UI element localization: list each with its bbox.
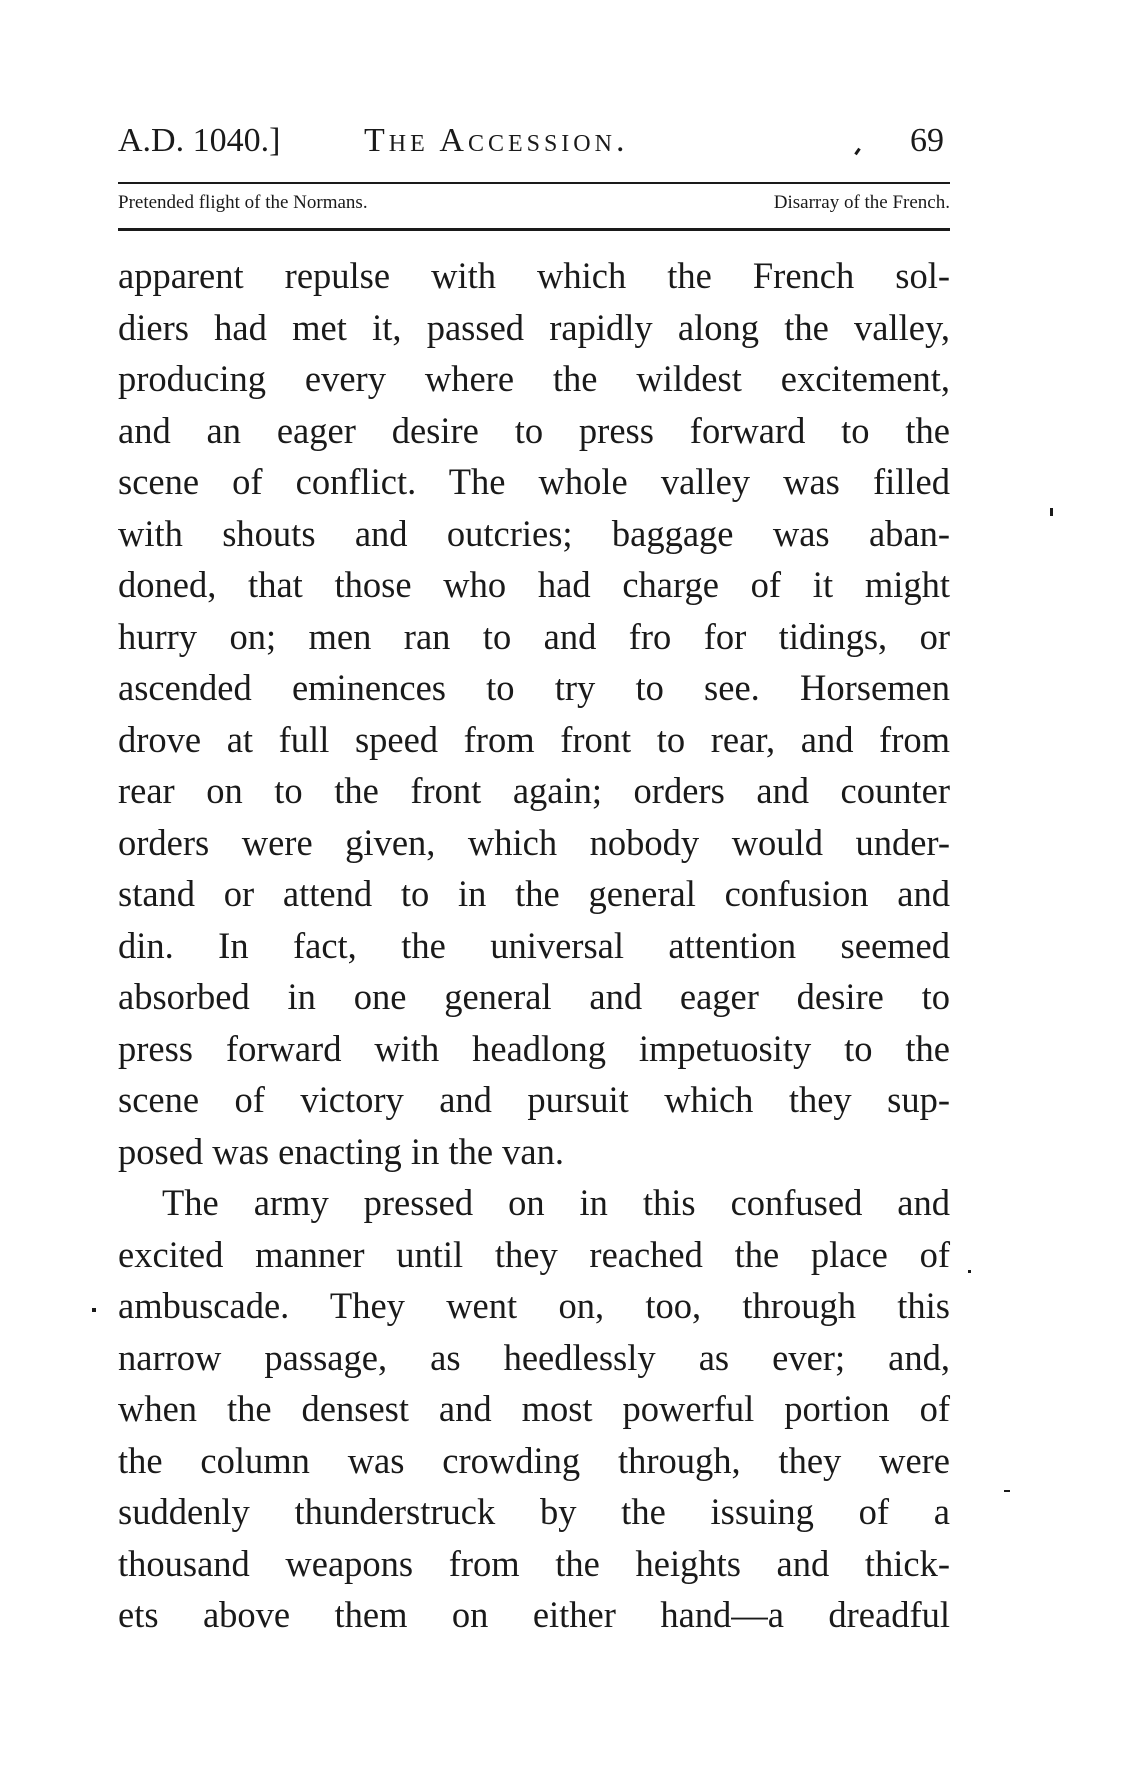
text-line: when the densest and most powerful portion of — [118, 1388, 950, 1429]
text-line: The army pressed on in this confused and — [162, 1182, 950, 1223]
header-rule — [118, 182, 950, 184]
running-header — [118, 118, 950, 182]
text-line: and an eager desire to press forward to the — [118, 409, 950, 451]
text-line: doned, that those who had charge of it might — [118, 564, 950, 605]
text-line: producing every where the wildest excitement, — [118, 358, 950, 399]
text-line: absorbed in one general and eager desire to — [118, 976, 950, 1017]
book-page — [118, 118, 950, 1635]
text-line: rear on to the front again; orders and counter — [118, 770, 950, 811]
scan-speck — [1004, 1490, 1010, 1492]
text-line: drove at full speed from front to rear, and from — [118, 718, 950, 760]
text-line: scene of conflict. The whole valley was filled — [118, 461, 950, 502]
text-line: ascended eminences to try to see. Horsemen — [118, 667, 950, 708]
text-line: the column was crowding through, they were — [118, 1439, 950, 1481]
subheader-right: Disarray of the French. — [773, 192, 950, 213]
subheader-rule — [118, 228, 950, 231]
scan-speck — [968, 1270, 971, 1273]
header-chapter-title: The Accession. — [364, 122, 629, 159]
text-line: ets above them on either hand—a dreadful — [118, 1594, 950, 1635]
text-line: din. In fact, the universal attention seemed — [118, 924, 950, 966]
text-line: suddenly thunderstruck by the issuing of a — [118, 1491, 950, 1532]
text-line: scene of victory and pursuit which they sup- — [118, 1079, 950, 1120]
text-line: hurry on; men ran to and fro for tidings, or — [118, 615, 950, 657]
running-subheader — [118, 192, 950, 222]
scan-speck — [92, 1308, 96, 1312]
text-line: stand or attend to in the general confusion and — [118, 873, 950, 914]
header-date: A.D. 1040.] — [118, 122, 281, 159]
text-line: narrow passage, as heedlessly as ever; and, — [118, 1336, 950, 1378]
text-line: apparent repulse with which the French sol- — [118, 255, 950, 296]
scan-speck — [1050, 508, 1053, 516]
text-line: thousand weapons from the heights and thick- — [118, 1542, 950, 1584]
subheader-left: Pretended flight of the Normans. — [118, 192, 368, 213]
text-line: with shouts and outcries; baggage was aban- — [118, 512, 950, 554]
text-line: orders were given, which nobody would under- — [118, 821, 950, 863]
page-number: 69 — [910, 122, 944, 159]
text-line: ambuscade. They went on, too, through this — [118, 1285, 950, 1326]
text-line: posed was enacting in the van. — [118, 1130, 564, 1172]
text-line: excited manner until they reached the place of — [118, 1233, 950, 1275]
body-text — [118, 250, 950, 1641]
text-line: press forward with headlong impetuosity to the — [118, 1027, 950, 1069]
text-line: diers had met it, passed rapidly along the valley, — [118, 306, 950, 348]
